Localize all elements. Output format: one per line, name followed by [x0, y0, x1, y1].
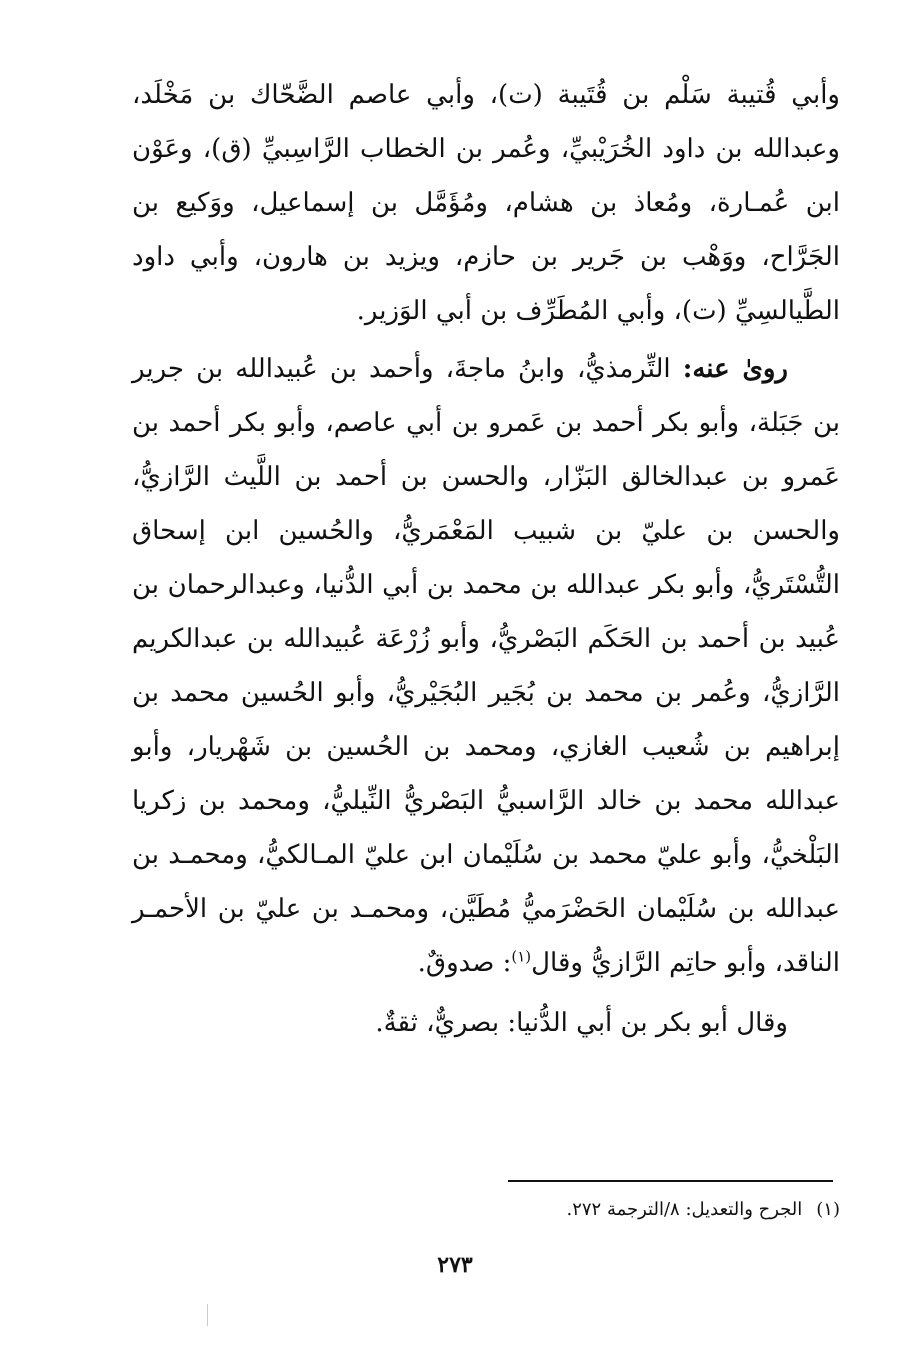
main-text [132, 68, 840, 1050]
footnote-number: (١) [816, 1199, 840, 1220]
footnote [420, 1196, 840, 1224]
narrators-label: روىٰ عنه: [682, 354, 788, 384]
footnote-divider [508, 1180, 833, 1182]
teachers-text: وأبي قُتيبة سَلْم بن قُتَيبة (ت)، وأبي عاصم الضَّحّاك بن مَخْلَد، وعبدالله بن داود الخُرَيْبيِّ، وعُمر بن الخطاب الرَّاسِبيِّ (ق)، وعَوْن ابن عُمـارة، ومُعاذ بن هشام، ومُؤَمَّل بن إسماعيل، ووَكيع بن الجَرَّاح، ووَهْب بن جَرير بن حازم، ويزيد بن هارون، وأبي داود الطَّيالسِيِّ (ت)، وأبي المُطَرِّف بن أبي الوَزير. [132, 80, 840, 326]
margin-mark [207, 1304, 208, 1326]
narrators-text: التِّرمذيُّ، وابنُ ماجةَ، وأحمد بن عُبيدالله بن جرير بن جَبَلة، وأبو بكر أحمد بن عَمرو بن أبي عاصم، وأبو بكر أحمد بن عَمرو بن عبدالخالق البَزّار، والحسن بن أحمد بن اللَّيث الرَّازيُّ، والحسن بن عليّ بن شبيب المَعْمَريُّ، والحُسين ابن إسحاق التُّسْتَريُّ، وأبو بكر عبدالله بن محمد بن أبي الدُّنيا، وعبدالرحمان بن عُبيد بن أحمد بن الحَكَم البَصْريُّ، وأبو زُرْعَة عُبيدالله بن عبدالكريم الرَّازيُّ، وعُمر بن محمد بن بُجَير البُجَيْريُّ، وأبو الحُسين محمد بن إبراهيم بن شُعيب الغازي، ومحمد بن الحُسين بن شَهْريار، وأبو عبدالله محمد بن خالد الرَّاسبيُّ البَصْريُّ النِّيليُّ، ومحمد بن زكريا البَلْخيُّ، وأبو عليّ محمد بن سُلَيْمان ابن عليّ المـالكيُّ، ومحمـد بن عبدالله بن سُلَيْمان الحَضْرَميُّ مُطَيَّن، ومحمـد بن عليّ بن الأحمـر الناقد، وأبو حاتِم الرَّازيُّ وقال [132, 354, 840, 978]
teachers-paragraph [132, 68, 840, 338]
page-number: ٢٧٣ [437, 1252, 473, 1278]
narrators-paragraph [132, 342, 840, 990]
narrators-tail: : صدوقٌ. [417, 948, 512, 978]
closing-paragraph [132, 996, 840, 1050]
footnote-text: الجرح والتعديل: ٨/الترجمة ٢٧٢. [566, 1199, 803, 1220]
closing-text: وقال أبو بكر بن أبي الدُّنيا: بصريٌّ، ثقةٌ. [375, 1008, 788, 1038]
footnote-reference: (١) [511, 947, 532, 966]
